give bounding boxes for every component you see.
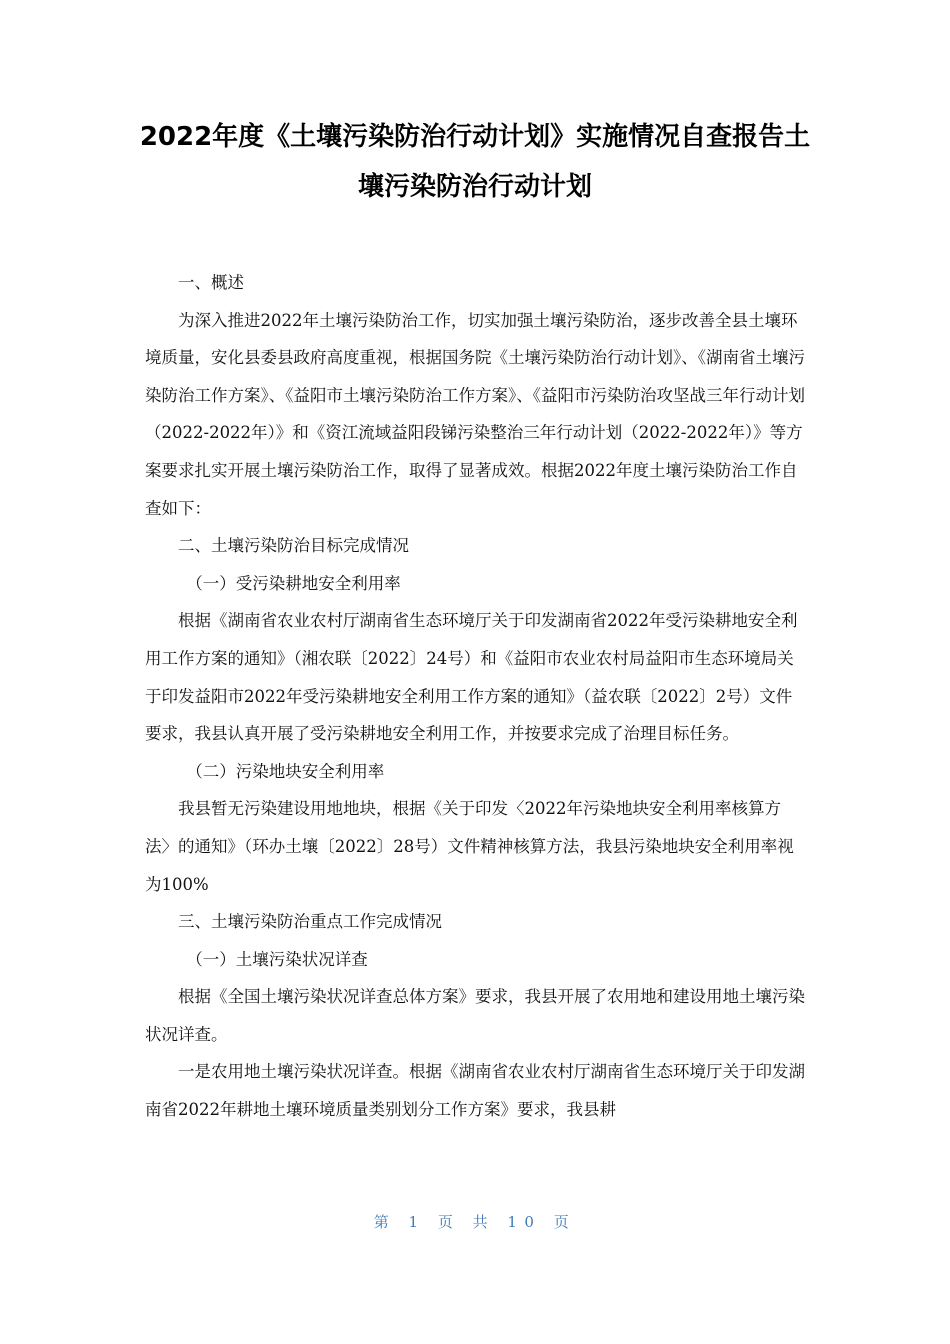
document-body — [145, 264, 805, 1129]
document-title — [120, 112, 830, 212]
body-paragraph: 根据《全国土壤污染状况详查总体方案》要求，我县开展了农用地和建设用地土壤污染状况详查。 — [145, 987, 805, 1044]
subsection-heading: （一）土壤污染状况详查 — [186, 949, 368, 969]
title-line-1: 2022年度《土壤污染防治行动计划》实施情况自查报告土 — [139, 122, 811, 152]
body-paragraph: 根据《湖南省农业农村厅湖南省生态环境厅关于印发湖南省2022年受污染耕地安全利用工作方案的通知》（湘农联〔2022〕24号）和《益阳市农业农村局益阳市生态环境局关于印发益阳市2022年受污染耕地安全利用工作方案的通知》（益农联〔2022〕2号）文件要求，我县认真开展了受污染耕地安全利用工作，并按要求完成了治理目标任务。 — [145, 611, 798, 744]
subsection-heading: （二）污染地块安全利用率 — [186, 761, 385, 781]
section-heading: 二、土壤污染防治目标完成情况 — [178, 536, 409, 556]
body-paragraph: 我县暂无污染建设用地地块，根据《关于印发〈2022年污染地块安全利用率核算方法〉的通知》（环办土壤〔2022〕28号）文件精神核算方法，我县污染地块安全利用率视为100% — [145, 799, 794, 894]
section-heading: 三、土壤污染防治重点工作完成情况 — [178, 912, 442, 932]
subsection-heading: （一）受污染耕地安全利用率 — [186, 573, 401, 593]
title-line-2: 壤污染防治行动计划 — [357, 172, 592, 202]
body-paragraph: 为深入推进2022年土壤污染防治工作，切实加强土壤污染防治，逐步改善全县土壤环境质量，安化县委县政府高度重视，根据国务院《土壤污染防治行动计划》、《湖南省土壤污染防治工作方案》、《益阳市土壤污染防治工作方案》、《益阳市污染防治攻坚战三年行动计划（2022-2022年）》和《资江流域益阳段锑污染整治三年行动计划（2022-2022年）》等方案要求扎实开展土壤污染防治工作，取得了显著成效。根据2022年度土壤污染防治工作自查如下： — [145, 310, 805, 518]
body-paragraph: 一是农用地土壤污染状况详查。根据《湖南省农业农村厅湖南省生态环境厅关于印发湖南省2022年耕地土壤环境质量类别划分工作方案》要求，我县耕 — [145, 1062, 805, 1120]
page-number: 第 1 页 共 10 页 — [373, 1213, 577, 1231]
section-heading: 一、概述 — [178, 273, 244, 292]
